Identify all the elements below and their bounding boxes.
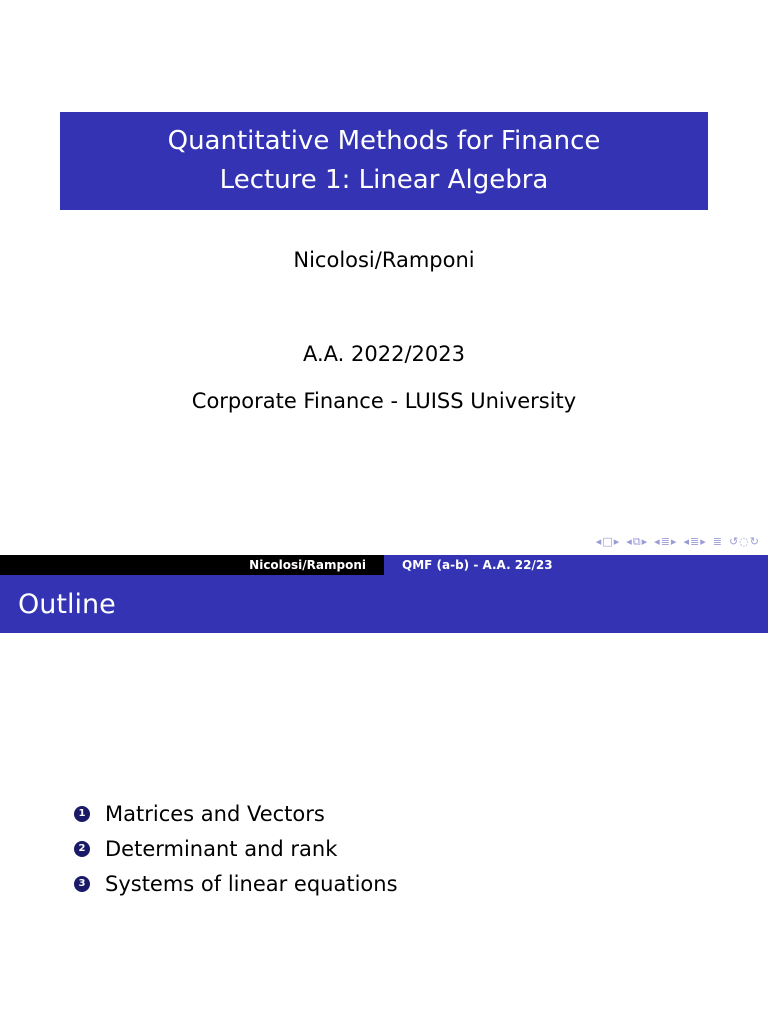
number-badge: 1 — [74, 806, 90, 822]
footline — [0, 555, 768, 575]
footline-author: Nicolosi/Ramponi — [0, 555, 384, 575]
subsection-icon: ⧉ — [632, 535, 642, 548]
institute: Corporate Finance - LUISS University — [191, 389, 577, 413]
list-item-label: Determinant and rank — [105, 836, 338, 861]
number-badge: 2 — [74, 841, 90, 857]
navigation-symbols — [596, 535, 760, 549]
section-nav[interactable]: ◂≣▸ — [654, 535, 678, 548]
list-item[interactable] — [74, 831, 398, 866]
title-box — [60, 112, 708, 210]
list-item-label: Systems of linear equations — [105, 871, 398, 896]
list-item[interactable] — [74, 866, 398, 901]
subsubsection-nav[interactable]: ◂≣▸ — [683, 535, 707, 548]
number-badge: 3 — [74, 876, 90, 892]
search-icon[interactable]: ↺◌↻ — [728, 535, 760, 548]
outline-list — [74, 796, 398, 901]
list-item[interactable] — [74, 796, 398, 831]
title-line-1: Quantitative Methods for Finance — [167, 126, 601, 156]
section-icon: ≣ — [660, 535, 671, 548]
author: Nicolosi/Ramponi — [293, 248, 475, 272]
frame-icon: □ — [602, 535, 614, 548]
subsection-nav[interactable]: ◂⧉▸ — [626, 535, 649, 548]
list-item-label: Matrices and Vectors — [105, 801, 325, 826]
document-icon[interactable]: ≣ — [712, 535, 723, 548]
title-line-2: Lecture 1: Linear Algebra — [219, 165, 549, 195]
frame-nav[interactable]: ◂□▸ — [595, 535, 621, 548]
subsubsection-icon: ≣ — [689, 535, 701, 548]
footline-title: QMF (a-b) - A.A. 22/23 — [384, 555, 768, 575]
date: A.A. 2022/2023 — [303, 342, 465, 366]
frame-title: Outline — [0, 575, 768, 633]
